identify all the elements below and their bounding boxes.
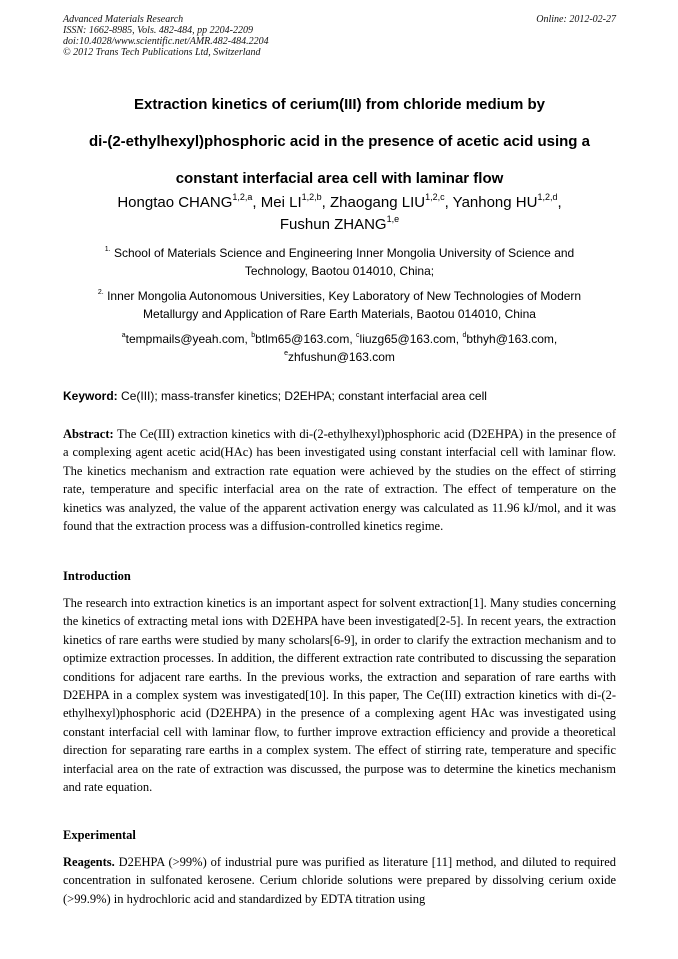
reagents-paragraph: [63, 853, 616, 908]
issn-line: ISSN: 1662-8985, Vols. 482-484, pp 2204-2209: [63, 25, 253, 36]
email-link[interactable]: liuzg65@163.com,: [359, 332, 460, 346]
journal-name: Advanced Materials Research: [63, 14, 184, 25]
author: Yanhong HU$^{1,2,d}$: [452, 192, 558, 211]
affiliation-mark: 2.: [97, 289, 104, 296]
author: Zhaogang LIU$^{1,2,c}$: [330, 192, 445, 211]
email-link[interactable]: zhfushun@163.com: [287, 350, 395, 364]
affiliation-text: Inner Mongolia Autonomous Universities, Key Laboratory of New Technologies of Modern Metallurgy and Application of Rare Earth Materials, Baotou 014010, China: [107, 289, 582, 321]
paper-title: [63, 86, 616, 197]
affiliation-text: School of Materials Science and Engineering Inner Mongolia University of Science and Technology, Baotou 014010, China;: [113, 246, 575, 278]
section-heading-introduction: Introduction: [63, 569, 131, 583]
keyword-text: Ce(III); mass-transfer kinetics; D2EHPA; constant interfacial area cell: [121, 389, 487, 403]
publication-header: [63, 14, 616, 58]
online-date: Online: 2012-02-27: [536, 14, 616, 25]
copyright-line: © 2012 Trans Tech Publications Ltd, Switzerland: [63, 47, 261, 58]
abstract-label: Abstract:: [63, 427, 114, 441]
author: Hongtao CHANG$^{1,2,a}$: [117, 192, 253, 211]
title-line: di-(2-ethylhexyl)phosphoric acid in the presence of acetic acid using a: [89, 133, 590, 150]
title-line: Extraction kinetics of cerium(III) from chloride medium by: [134, 96, 545, 113]
author: Fushun ZHANG$^{1,e}$: [279, 214, 400, 233]
abstract: [63, 425, 616, 535]
email-link[interactable]: tempmails@yeah.com,: [125, 332, 248, 346]
author-list: Hongtao CHANG$^{1,2,a}$, Mei LI$^{1,2,b}$, Zhaogang LIU$^{1,2,c}$, Yanhong HU$^{1,2,d}$, Fushun ZHANG$^{1,e}$: [117, 192, 562, 233]
affiliation: [80, 244, 599, 280]
abstract-text: The Ce(III) extraction kinetics with di-(2-ethylhexyl)phosphoric acid (D2EHPA) in the presence of a complexing agent acetic acid(HAc) has been investigated using constant interfacial cell with laminar flow. The kinetics mechanism and extraction rate equation were achieved by the studies on the effect of stirring rate, temperature and specific interfacial area on the rate of extraction. The effect of temperature on the kinetics was analyzed, the value of the apparent activation energy was calculated as 11.96 kJ/mol, and it was found that the extraction process was a diffusion-controlled kinetics regime.: [63, 427, 616, 534]
keyword-label: Keyword:: [63, 389, 118, 403]
reagents-text: D2EHPA (>99%) of industrial pure was purified as literature [11] method, and diluted to required concentration in sulfonated kerosene. Cerium chloride solutions were prepared by dissolving cerium oxide (>99.9%) in hydrochloric acid and standardized by EDTA titration using: [63, 855, 616, 906]
reagents-label: Reagents.: [63, 855, 115, 869]
email-link[interactable]: btlm65@163.com,: [255, 332, 353, 346]
author: Mei LI$^{1,2,b}$: [260, 192, 322, 211]
affiliation: [80, 287, 599, 323]
email-list: $^a$tempmails@yeah.com, $^b$btlm65@163.com, $^c$liuzg65@163.com, $^d$bthyh@163.com, $^e$zhfushun@163.com: [121, 332, 558, 364]
introduction-text: The research into extraction kinetics is an important aspect for solvent extraction[1]. Many studies concerning the kinetics of extracting metal ions with D2EHPA have been investigated[2-5]. In recent years, the extraction kinetics of rare earths were studied by many scholars[6-9], in order to clarify the extraction mechanism and to optimize extraction processes. In addition, the different extraction rate contributed to discussing the separation conditions for adjacent rare earths. In the previous works, the extraction and separation of rare earths with D2EHPA in a complex system was investigated[10]. In this paper, The Ce(III) extraction kinetics with di-(2-ethylhexyl)phosphoric acid (D2EHPA) in the presence of a complexing agent HAc was investigated using constant interfacial cell with laminar flow, to further improve extraction efficiency and provide a theoretical direction for separating rare earths in a complex system. The effect of stirring rate, temperature and specific interfacial area on the rate of extraction was discussed, the purpose was to determine the kinetics mechanism and rate equation.: [63, 596, 616, 795]
section-heading-experimental: Experimental: [63, 828, 136, 842]
doi-line: doi:10.4028/www.scientific.net/AMR.482-484.2204: [63, 36, 269, 47]
affiliation-mark: 1.: [104, 246, 111, 253]
title-line: constant interfacial area cell with laminar flow: [175, 170, 504, 187]
keywords: [63, 387, 616, 405]
email-link[interactable]: bthyh@163.com,: [466, 332, 558, 346]
